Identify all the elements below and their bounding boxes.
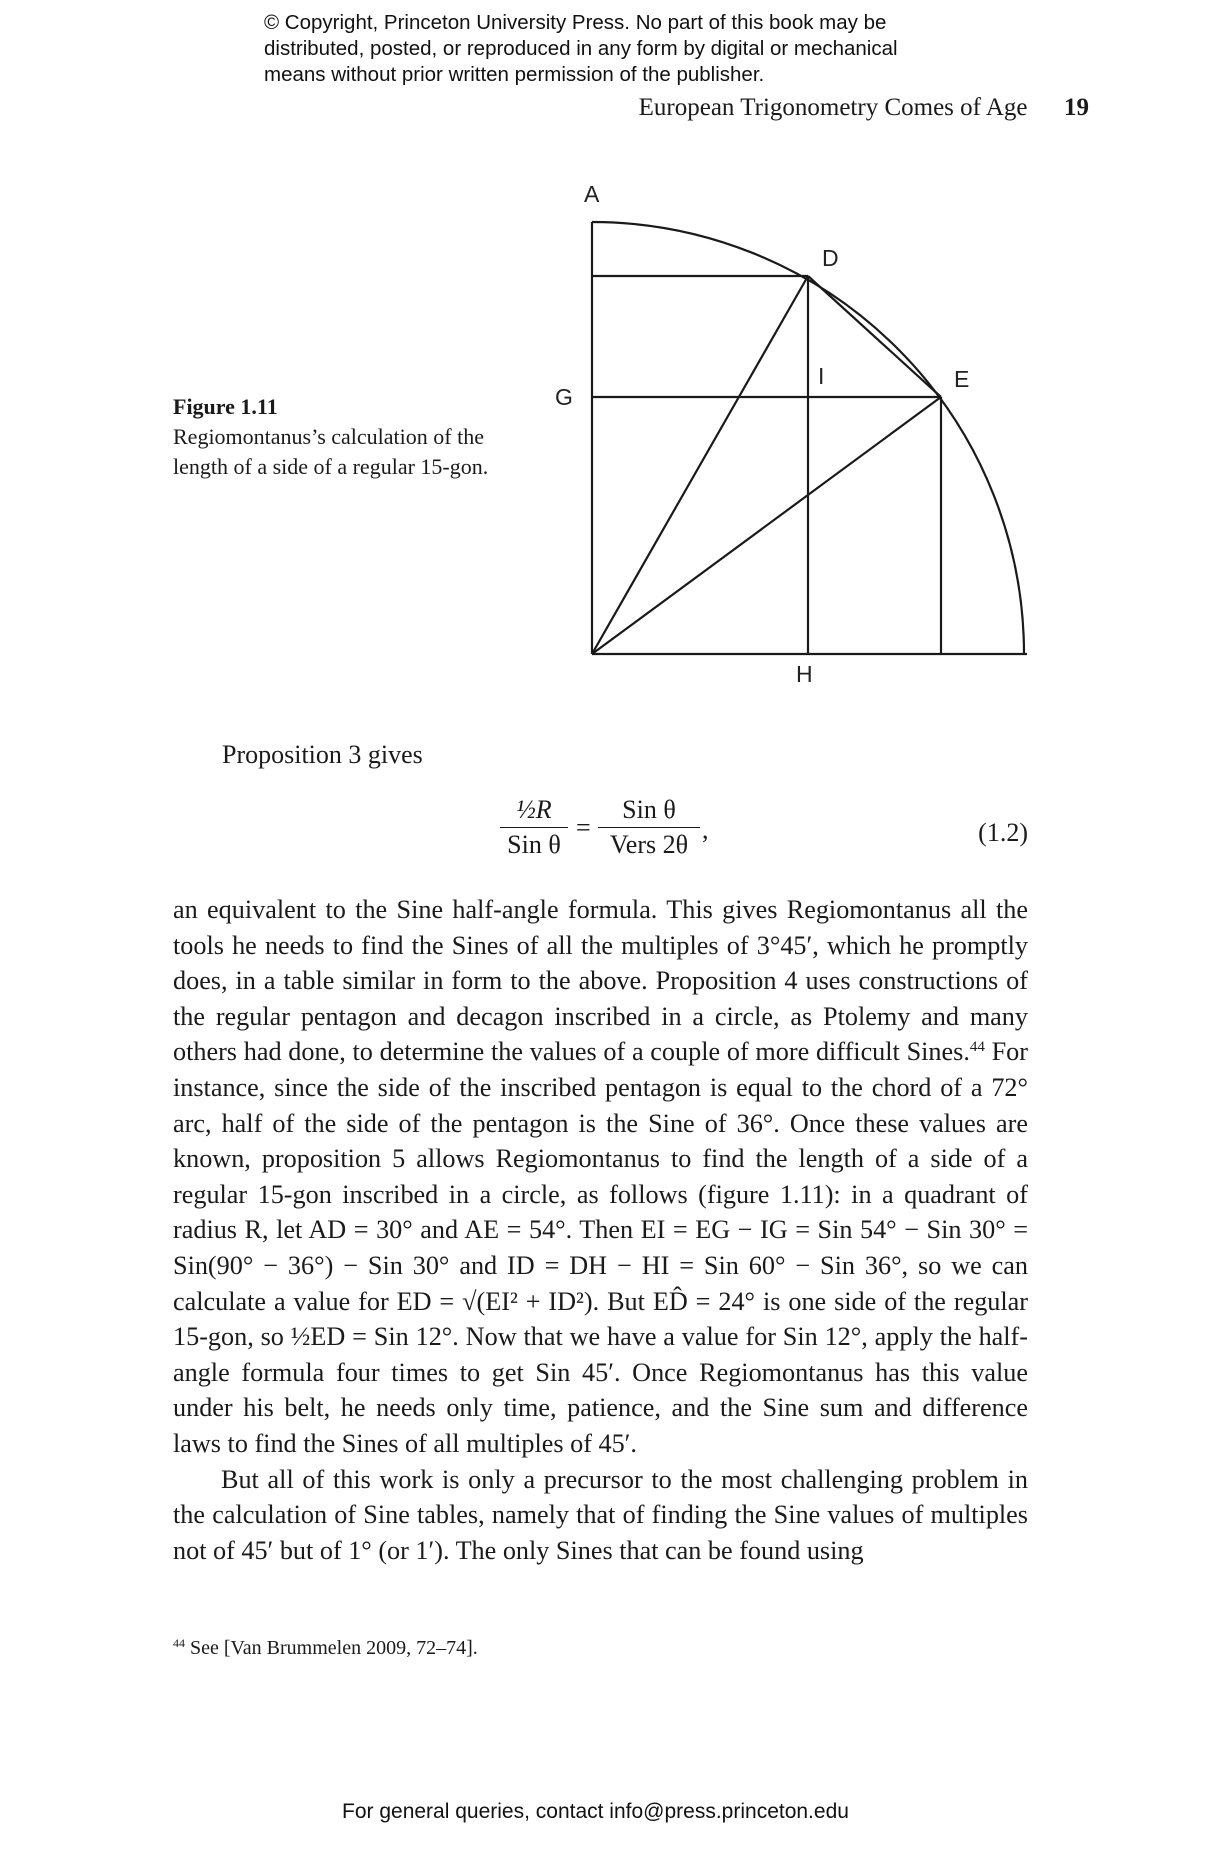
equation-left-fraction (500, 795, 568, 860)
footnote-number: 44 (173, 1636, 185, 1650)
point-label-A: A (584, 181, 600, 207)
line-OE (592, 397, 941, 654)
equation-equals: = (576, 813, 591, 842)
line-DE (808, 276, 941, 397)
equation-left-denominator: Sin θ (507, 830, 561, 859)
equation-left-numerator: ½R (500, 795, 568, 828)
paragraph-1-part-1: an equivalent to the Sine half-angle formula. This gives Regiomontanus all the tools he needs to find the Sines of all the multiples of 3°45′, which he promptly does, in a table similar in form to the above. Proposition 4 uses constructions of the regular pentagon and decagon inscribed in a circle, as Ptolemy and many others had done, to determine the values of a couple of more difficult Sines. (173, 895, 1028, 1067)
point-label-E: E (954, 366, 970, 392)
point-label-I: I (818, 363, 825, 389)
paragraph-1-part-2: For instance, since the side of the inscribed pentagon is equal to the chord of a 72° arc, half of the side of the pentagon is the Sine of 36°. Once these values are known, proposition 5 allows Regiomontanus to find the length of a side of a regular 15-gon inscribed in a circle, as follows (figure 1.11): in a quadrant of radius R, let AD = 30° and AE = 54°. Then EI = EG − IG = Sin 54° − Sin 30° = Sin(90° − 36°) − Sin 30° and ID = DH − HI = Sin 60° − Sin 36°, so we can calculate a value for ED = √(EI² + ID²). But ED̂ = 24° is one side of the regular 15-gon, so ½ED = Sin 12°. Now that we have a value for Sin 12°, apply the half-angle formula four times to get Sin 45′. Once Regiomontanus has this value under his belt, he needs only time, patience, and the Sine sum and difference laws to find the Sines of all multiples of 45′. (173, 1037, 1028, 1458)
equation-number: (1.2) (978, 818, 1028, 847)
figure-caption (173, 392, 533, 482)
footnote-reference[interactable]: 44 (969, 1039, 985, 1056)
figure-caption-text: Regiomontanus’s calculation of the length of a side of a regular 15-gon. (173, 424, 489, 479)
copyright-line-2: distributed, posted, or reproduced in any form by digital or mechanical (264, 37, 898, 60)
point-label-D: D (822, 245, 839, 271)
footnote (173, 1637, 478, 1660)
equation-right-numerator: Sin θ (598, 795, 700, 828)
paragraph-1 (173, 892, 1028, 1462)
point-label-H: H (796, 661, 813, 687)
footnote-text: See [Van Brummelen 2009, 72–74]. (185, 1637, 478, 1659)
point-label-G: G (555, 384, 573, 410)
footer-contact: For general queries, contact info@press.princeton.edu (342, 1800, 849, 1823)
proposition-intro: Proposition 3 gives (222, 740, 423, 769)
copyright-line-1: © Copyright, Princeton University Press. No part of this book may be (264, 11, 887, 34)
page-number: 19 (1064, 94, 1089, 121)
running-head-title: European Trigonometry Comes of Age (638, 94, 1028, 121)
equation-right-fraction (598, 795, 700, 860)
copyright-line-3: means without prior written permission of the publisher. (264, 63, 765, 86)
equation-comma: , (702, 815, 709, 844)
line-OD (592, 276, 808, 654)
equation-right-denominator: Vers 2θ (609, 830, 689, 859)
body-text (173, 892, 1028, 1568)
paragraph-2: But all of this work is only a precursor to the most challenging problem in the calculation of Sine tables, namely that of finding the Sine values of multiples not of 45′ but of 1° (or 1′). The only Sines that can be found using (173, 1464, 1028, 1565)
figure-label: Figure 1.11 (173, 394, 278, 419)
figure-1-11-diagram (0, 0, 1225, 720)
